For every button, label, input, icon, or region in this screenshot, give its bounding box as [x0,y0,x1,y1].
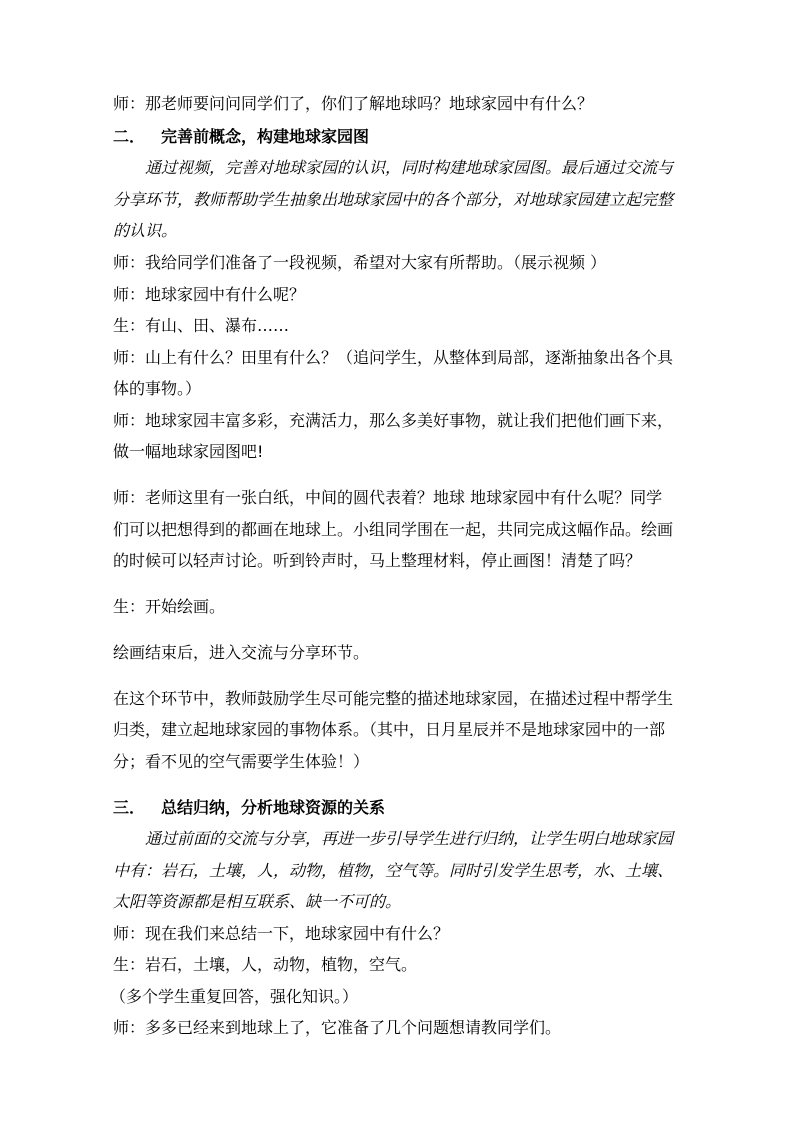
paragraph-line: 分享环节，教师帮助学生抽象出地球家园中的各个部分，对地球家园建立起完整 [113,190,674,209]
paragraph-line: 师：现在我们来总结一下，地球家园中有什么？ [113,924,450,943]
section-heading-2 [113,126,693,148]
paragraph-line: 绘画结束后，进入交流与分享环节。 [113,643,370,662]
paragraph-line: 做一幅地球家园图吧! [113,442,264,461]
paragraph-line: 体的事物。） [113,379,202,398]
paragraph-line: （多个学生重复回答，强化知识。） [110,987,359,1006]
paragraph-line: 归类，建立起地球家园的事物体系。（其中，日月星辰并不是地球家园中的一部 [113,720,666,739]
paragraph-line: 生：有山、田、瀑布…… [113,316,290,335]
paragraph-line: 师：多多已经来到地球上了，它准备了几个问题想请教同学们。 [113,1018,562,1037]
heading-text: 总结归纳，分析地球资源的关系 [161,798,386,817]
section-heading-3 [113,797,693,819]
paragraph-line: 师：我给同学们准备了一段视频，希望对大家有所帮助。（展示视频 ） [113,253,607,272]
heading-number: 二． [113,127,146,146]
heading-text: 完善前概念，构建地球家园图 [161,127,370,146]
paragraph-line: 师：地球家园丰富多彩，充满活力，那么多美好事物，就让我们把他们画下来， [113,411,674,430]
paragraph-line: 师：那老师要问问同学们了，你们了解地球吗？地球家园中有什么？ [113,94,594,113]
paragraph-line: 分；看不见的空气需要学生体验！） [113,752,370,771]
paragraph-line: 师：山上有什么？田里有什么？（追问学生，从整体到局部，逐渐抽象出各个具 [113,348,674,367]
paragraph-line: 中有：岩石，土壤，人，动物，植物，空气等。同时引发学生思考，水、土壤、 [113,861,674,880]
paragraph-line: 师：地球家园中有什么呢？ [113,285,306,304]
paragraph-line: 的认识。 [113,221,178,240]
paragraph-line: 通过视频，完善对地球家园的认识，同时构建地球家园图。最后通过交流与 [145,158,674,177]
paragraph-line: 通过前面的交流与分享，再进一步引导学生进行归纳，让学生明白地球家园 [145,829,674,848]
paragraph-line: 太阳等资源都是相互联系、缺一不可的。 [113,892,402,911]
paragraph-line: 生：开始绘画。 [113,597,226,616]
paragraph-line: 在这个环节中，教师鼓励学生尽可能完整的描述地球家园，在描述过程中帮学生 [113,689,674,708]
paragraph-line: 生：岩石，土壤，人，动物，植物，空气。 [113,955,418,974]
heading-number: 三． [113,798,146,817]
paragraph-line: 们可以把想得到的都画在地球上。小组同学围在一起，共同完成这幅作品。绘画 [113,520,674,539]
paragraph-line: 师：老师这里有一张白纸，中间的圆代表着？地球 地球家园中有什么呢？同学 [113,488,663,507]
paragraph-line: 的时候可以轻声讨论。听到铃声时，马上整理材料，停止画图！清楚了吗？ [113,551,642,570]
